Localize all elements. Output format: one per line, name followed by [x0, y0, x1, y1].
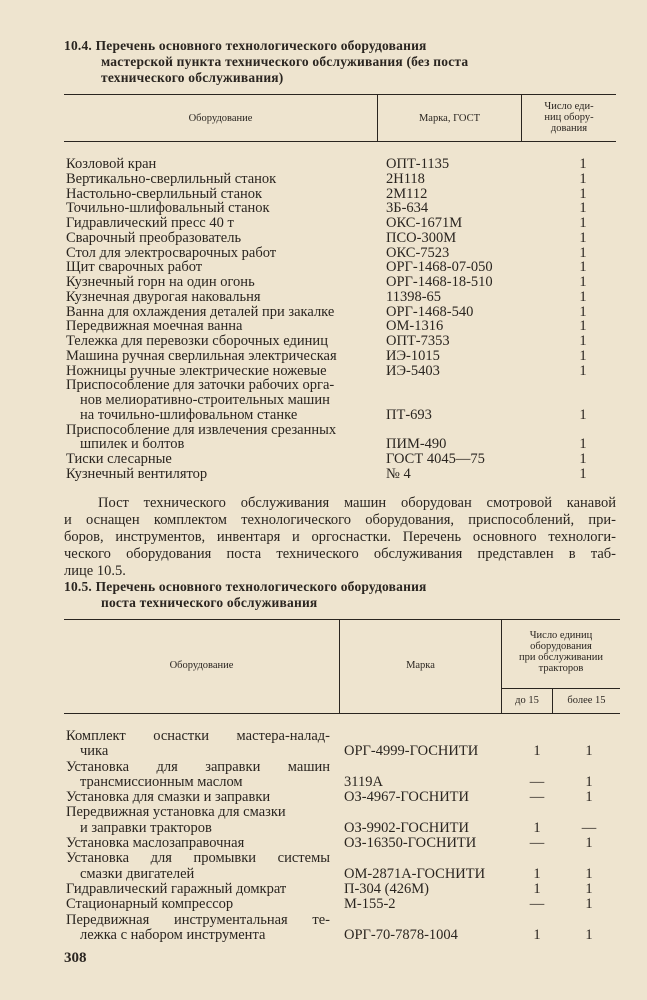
- table-row: [66, 187, 626, 202]
- equipment-name: Щит сварочных работ: [66, 259, 203, 276]
- equipment-qty: 1: [579, 215, 587, 231]
- header-bottom-rule: [64, 141, 616, 142]
- qty-up-to-15: —: [529, 773, 545, 790]
- equipment-mark: 3Б-634: [386, 200, 429, 217]
- equipment-name: Комплект оснастки мастера-налад-: [66, 728, 330, 744]
- header-up-to-15: до 15: [515, 695, 539, 706]
- header-qty-line: тракторов: [538, 663, 584, 674]
- equipment-mark: ОРГ-4999-ГОСНИТИ: [344, 743, 479, 760]
- equipment-qty: 1: [579, 156, 587, 172]
- equipment-qty: 1: [579, 200, 587, 217]
- equipment-mark: ОРГ-1468-07-050: [386, 259, 493, 276]
- table-row: [66, 805, 626, 820]
- equipment-mark: 2М112: [386, 185, 428, 202]
- paragraph-line: лице 10.5.: [64, 563, 126, 579]
- equipment-name: Установка для заправки машин: [66, 758, 330, 775]
- caption-line: 10.4. Перечень основного технологического оборудования: [64, 38, 427, 53]
- equipment-qty: 1: [579, 274, 587, 290]
- equipment-qty: 1: [579, 185, 587, 202]
- equipment-mark: ОРГ-1468-540: [386, 303, 474, 320]
- caption-line: 10.5. Перечень основного технологического оборудования: [64, 579, 427, 594]
- equipment-mark: ОЗ-16350-ГОСНИТИ: [344, 835, 477, 852]
- equipment-name: Установка маслозаправочная: [66, 835, 245, 852]
- table-row: [66, 821, 626, 836]
- equipment-qty: 1: [579, 170, 587, 187]
- table-10-4-body: [66, 157, 626, 482]
- header-equipment: Оборудование: [188, 113, 253, 124]
- qty-up-to-15: 1: [533, 819, 541, 836]
- equipment-mark: П-304 (426М): [344, 880, 429, 897]
- qty-over-15: 1: [585, 743, 593, 760]
- page-number: 308: [64, 950, 87, 966]
- caption-line: поста технического обслуживания: [101, 595, 318, 610]
- equipment-name: Передвижная инструментальная те-: [66, 911, 330, 928]
- equipment-mark: ИЭ-5403: [386, 362, 440, 379]
- equipment-name: Установка для промывки системы: [66, 850, 330, 867]
- equipment-name: Передвижная моечная ванна: [66, 318, 243, 335]
- header-over-15: более 15: [567, 695, 606, 706]
- header-qty-line: ниц обору-: [544, 112, 594, 123]
- equipment-qty: 1: [579, 406, 587, 423]
- table-row: [66, 760, 626, 775]
- table-row: [66, 744, 626, 759]
- equipment-qty: 1: [579, 288, 587, 305]
- equipment-name: Приспособление для извлечения срезанных: [66, 421, 337, 438]
- equipment-mark: ОМ-2871А-ГОСНИТИ: [344, 865, 486, 882]
- equipment-name: Передвижная установка для смазки: [66, 804, 286, 821]
- equipment-name: Настольно-сверлильный станок: [66, 185, 263, 202]
- table-row: [66, 393, 626, 408]
- equipment-name: Кузнечный горн на один огонь: [66, 274, 255, 290]
- paragraph-line: и оснащен комплектом технологического оборудования, приспособлений, при-: [64, 512, 616, 528]
- header-equipment: Оборудование: [169, 660, 234, 671]
- qty-up-to-15: —: [529, 835, 545, 852]
- equipment-mark: ОКС-1671М: [386, 215, 463, 231]
- table-row: [66, 452, 626, 467]
- table-row: [66, 913, 626, 928]
- table-row: [66, 378, 626, 393]
- header-qty-line: Число единиц: [529, 630, 593, 641]
- equipment-qty: 1: [579, 362, 587, 379]
- table-top-rule: [64, 94, 616, 95]
- equipment-mark: ОЗ-9902-ГОСНИТИ: [344, 819, 470, 836]
- table-row: [66, 157, 626, 172]
- equipment-mark: М-155-2: [344, 896, 396, 913]
- equipment-mark: ГОСТ 4045—75: [386, 451, 485, 467]
- qty-over-15: 1: [585, 865, 593, 882]
- caption-line: технического обслуживания): [101, 70, 284, 85]
- equipment-name: Ножницы ручные электрические ножевые: [66, 362, 327, 379]
- header-qty-line: Число еди-: [544, 101, 594, 112]
- qty-over-15: 1: [585, 835, 593, 852]
- table-row: [66, 231, 626, 246]
- header-qty-line: дования: [550, 123, 588, 134]
- header-bottom-rule: [64, 713, 620, 714]
- equipment-name: нов мелиоративно-строительных машин: [80, 392, 330, 408]
- equipment-name: Ванна для охлаждения деталей при закалке: [66, 303, 335, 320]
- header-qty-line: оборудования: [530, 641, 592, 652]
- body-paragraph: [64, 495, 616, 580]
- header-qty-group: [502, 630, 620, 674]
- equipment-mark: ОКС-7523: [386, 244, 450, 261]
- table-top-rule: [64, 619, 620, 620]
- equipment-mark: ОЗ-4967-ГОСНИТИ: [344, 789, 470, 806]
- table-row: [66, 790, 626, 805]
- paragraph-line: боров, инструментов, инвентаря и оргоснастки. Перечень основного технологи-: [64, 529, 616, 545]
- equipment-name: Стационарный компрессор: [66, 896, 234, 913]
- equipment-mark: 2Н118: [386, 170, 425, 187]
- table-row: [66, 408, 626, 423]
- equipment-qty: 1: [579, 259, 587, 276]
- equipment-qty: 1: [579, 244, 587, 261]
- equipment-name: Машина ручная сверлильная электрическая: [66, 347, 337, 364]
- table-row: [66, 349, 626, 364]
- equipment-name: трансмиссионным маслом: [80, 773, 243, 790]
- equipment-name: смазки двигателей: [80, 865, 195, 882]
- equipment-name: Вертикально-сверлильный станок: [66, 170, 277, 187]
- table-10-5-body: [66, 729, 626, 943]
- qty-up-to-15: 1: [533, 865, 541, 882]
- equipment-qty: 1: [579, 347, 587, 364]
- table-row: [66, 260, 626, 275]
- equipment-name: Установка для смазки и заправки: [66, 789, 271, 806]
- table-10-4-caption: [64, 38, 534, 86]
- header-qty: [522, 101, 616, 134]
- table-row: [66, 172, 626, 187]
- equipment-mark: 11398-65: [386, 288, 442, 305]
- equipment-mark: № 4: [386, 465, 411, 482]
- equipment-name: Кузнечная двурогая наковальня: [66, 288, 261, 305]
- qty-up-to-15: 1: [533, 743, 541, 760]
- table-row: [66, 275, 626, 290]
- qty-up-to-15: 1: [533, 880, 541, 897]
- paragraph-line: Пост технического обслуживания машин оборудован смотровой канавой: [98, 495, 616, 511]
- paragraph-line: ческого оборудования поста технического обслуживания представлен в таб-: [64, 546, 616, 562]
- equipment-name: Сварочный преобразователь: [66, 229, 242, 246]
- equipment-mark: ОПТ-1135: [386, 156, 450, 172]
- equipment-name: шпилек и болтов: [80, 436, 185, 453]
- table-row: [66, 319, 626, 334]
- equipment-qty: 1: [579, 465, 587, 482]
- qty-over-15: 1: [585, 880, 593, 897]
- equipment-name: Гидравлический гаражный домкрат: [66, 880, 287, 897]
- table-row: [66, 882, 626, 897]
- equipment-qty: 1: [579, 303, 587, 320]
- table-row: [66, 729, 626, 744]
- equipment-mark: 3119А: [344, 773, 383, 790]
- table-row: [66, 334, 626, 349]
- table-10-5-caption: [64, 579, 534, 611]
- table-row: [66, 867, 626, 882]
- equipment-name: лежка с набором инструмента: [80, 926, 266, 943]
- table-row: [66, 851, 626, 866]
- table-row: [66, 201, 626, 216]
- qty-over-15: 1: [585, 773, 593, 790]
- table-row: [66, 290, 626, 305]
- subheader-rule: [502, 688, 620, 689]
- qty-up-to-15: —: [529, 789, 545, 806]
- table-row: [66, 246, 626, 261]
- equipment-name: Стол для электросварочных работ: [66, 244, 277, 261]
- header-mark: Марка: [406, 660, 435, 671]
- qty-over-15: 1: [585, 789, 593, 806]
- table-row: [66, 775, 626, 790]
- equipment-qty: 1: [579, 318, 587, 335]
- table-row: [66, 364, 626, 379]
- equipment-name: Козловой кран: [66, 156, 157, 172]
- equipment-mark: ПИМ-490: [386, 436, 447, 453]
- equipment-qty: 1: [579, 436, 587, 453]
- equipment-mark: ОРГ-70-7878-1004: [344, 926, 458, 943]
- equipment-name: Кузнечный вентилятор: [66, 465, 208, 482]
- table-row: [66, 437, 626, 452]
- equipment-mark: ОПТ-7353: [386, 333, 450, 349]
- equipment-qty: 1: [579, 229, 587, 246]
- table-row: [66, 928, 626, 943]
- equipment-mark: ОМ-1316: [386, 318, 444, 335]
- table-row: [66, 467, 626, 482]
- equipment-name: Приспособление для заточки рабочих орга-: [66, 377, 335, 394]
- equipment-mark: ИЭ-1015: [386, 347, 440, 364]
- equipment-name: Точильно-шлифовальный станок: [66, 200, 270, 217]
- equipment-name: Тиски слесарные: [66, 451, 172, 467]
- qty-up-to-15: 1: [533, 926, 541, 943]
- caption-line: мастерской пункта технического обслуживания (без поста: [101, 54, 469, 69]
- table-row: [66, 305, 626, 320]
- equipment-name: Гидравлический пресс 40 т: [66, 215, 234, 231]
- equipment-qty: 1: [579, 333, 587, 349]
- header-qty-line: при обслуживании: [519, 652, 603, 663]
- equipment-qty: 1: [579, 451, 587, 467]
- equipment-name: и заправки тракторов: [80, 819, 212, 836]
- qty-over-15: 1: [585, 926, 593, 943]
- qty-over-15: 1: [585, 896, 593, 913]
- table-row: [66, 836, 626, 851]
- table-row: [66, 423, 626, 438]
- equipment-name: Тележка для перевозки сборочных единиц: [66, 333, 328, 349]
- header-mark: Марка, ГОСТ: [418, 113, 481, 124]
- equipment-name: на точильно-шлифовальном станке: [80, 406, 298, 423]
- table-row: [66, 216, 626, 231]
- equipment-mark: ОРГ-1468-18-510: [386, 274, 493, 290]
- equipment-name: чика: [80, 743, 109, 760]
- qty-over-15: —: [581, 819, 597, 836]
- table-row: [66, 897, 626, 912]
- qty-up-to-15: —: [529, 896, 545, 913]
- equipment-mark: ПТ-693: [386, 406, 432, 423]
- equipment-mark: ПСО-300М: [386, 229, 457, 246]
